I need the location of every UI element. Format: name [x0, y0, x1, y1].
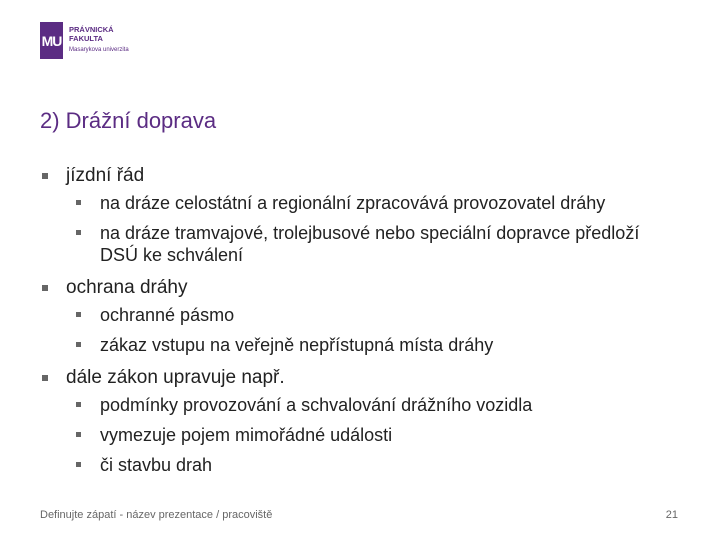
sub-bullet-marker	[76, 402, 81, 407]
bullet-marker	[42, 173, 48, 179]
sub-bullet-label: či stavbu drah	[100, 455, 213, 475]
logo-line-2: FAKULTA	[69, 34, 103, 43]
sub-bullet-marker	[76, 342, 81, 347]
slide-title: 2) Drážní doprava	[40, 108, 217, 133]
bullet-item-railway-protection	[40, 274, 680, 301]
sub-bullet-label: vymezuje pojem mimořádné události	[100, 425, 393, 445]
bullet-label: dále zákon upravuje např.	[66, 367, 285, 388]
logo-line-3: Masarykova univerzita	[69, 47, 129, 53]
bullet-label: jízdní řád	[66, 165, 145, 186]
bullet-marker	[42, 285, 48, 291]
bullet-marker	[42, 375, 48, 381]
footer-text: Definujte zápatí - název prezentace / pracoviště	[40, 509, 273, 521]
sub-bullet-item	[40, 192, 680, 214]
sub-bullet-item	[40, 334, 680, 356]
logo-mark-text: MU	[41, 32, 62, 49]
sub-bullet-marker	[76, 432, 81, 437]
sub-bullet-marker	[76, 312, 81, 317]
muni-logo-mark	[40, 22, 63, 59]
sub-bullet-item	[40, 394, 680, 416]
sub-bullet-marker	[76, 200, 81, 205]
slide-content	[40, 162, 680, 484]
faculty-logo	[40, 22, 129, 59]
sub-bullet-label: ochranné pásmo	[100, 305, 235, 325]
bullet-item-law-also-regulates	[40, 364, 680, 391]
sub-bullet-label: na dráze tramvajové, trolejbusové nebo speciální dopravce předloží DSÚ ke schválení	[100, 223, 640, 265]
sub-bullet-item	[40, 222, 680, 266]
logo-line-1: PRÁVNICKÁ	[69, 25, 114, 34]
sub-bullet-item	[40, 304, 680, 326]
sub-bullet-label: na dráze celostátní a regionální zpracovává provozovatel dráhy	[100, 193, 606, 213]
bullet-label: ochrana dráhy	[66, 277, 188, 298]
sub-bullet-marker	[76, 230, 81, 235]
sub-bullet-label: zákaz vstupu na veřejně nepřístupná místa dráhy	[100, 335, 494, 355]
sub-bullet-item	[40, 454, 680, 476]
bullet-item-timetable	[40, 162, 680, 189]
sub-bullet-item	[40, 424, 680, 446]
logo-text	[69, 22, 129, 55]
sub-bullet-marker	[76, 462, 81, 467]
sub-bullet-label: podmínky provozování a schvalování drážního vozidla	[100, 395, 533, 415]
page-number: 21	[665, 509, 678, 521]
